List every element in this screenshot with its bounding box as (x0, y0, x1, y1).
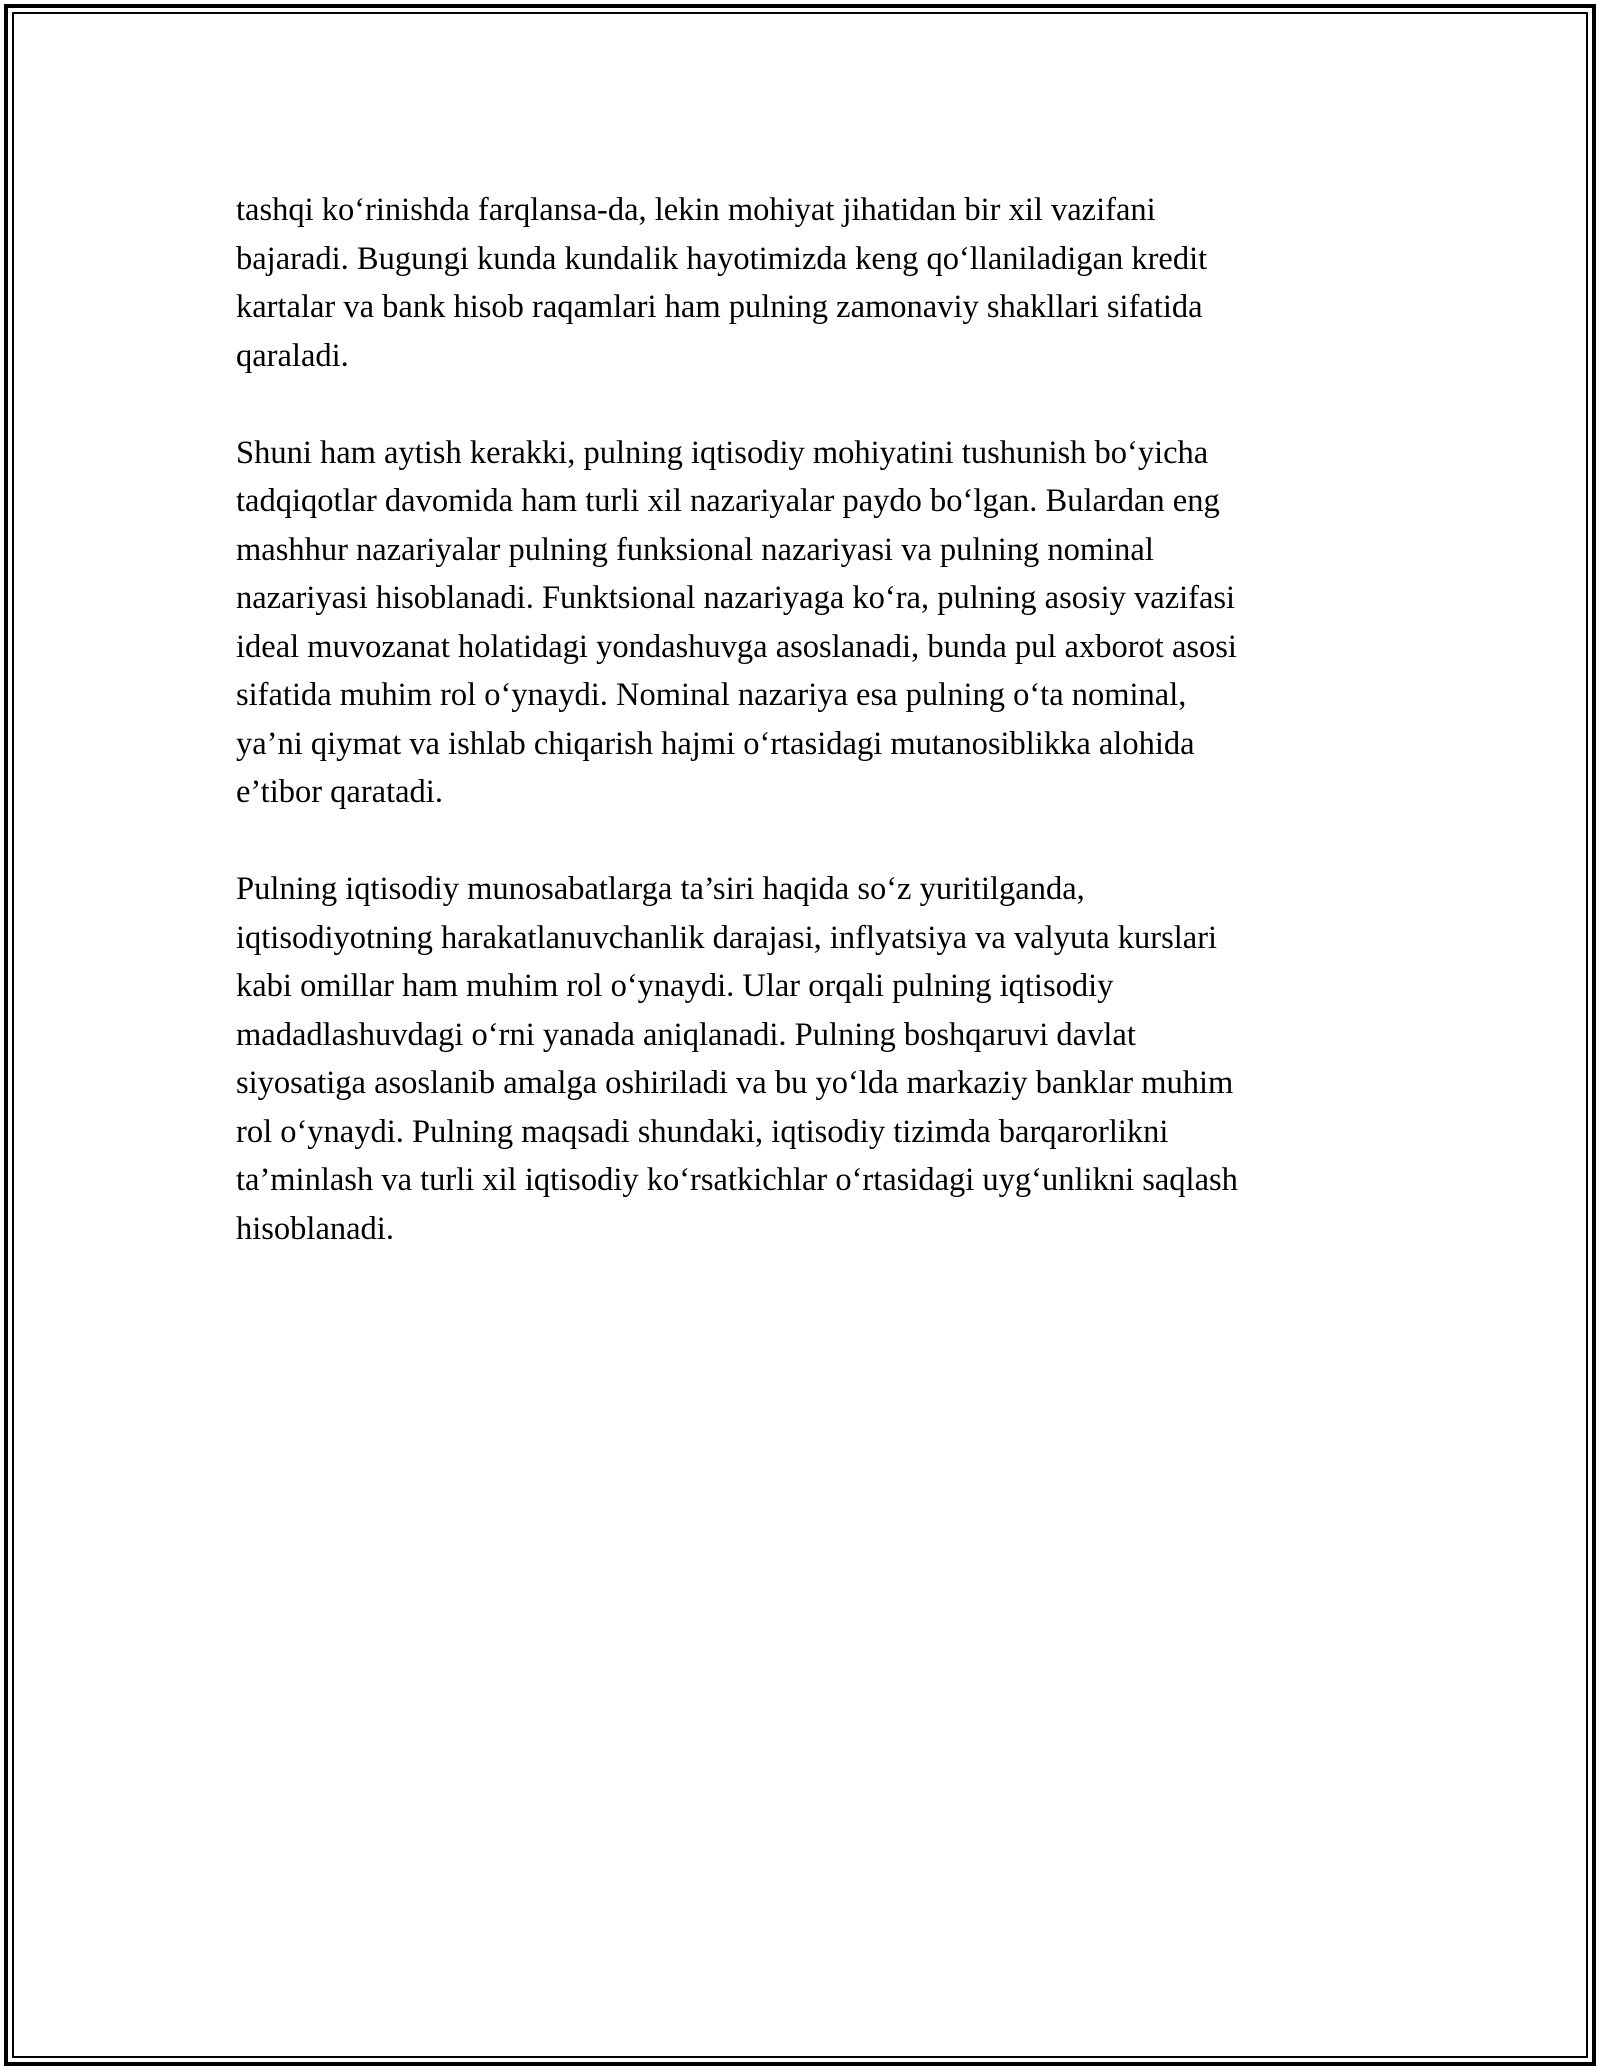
text-line: madadlashuvdagi oʻrni yanada aniqlanadi. Pulning boshqaruvi davlat (236, 1016, 1136, 1053)
text-line: e’tibor qaratadi. (236, 774, 443, 810)
text-line: hisoblanadi. (236, 1210, 394, 1247)
text-line: mashhur nazariyalar pulning funksional nazariyasi va pulning nominal (236, 531, 1154, 568)
paragraph-3 (236, 865, 1378, 1253)
text-line: ta’minlash va turli xil iqtisodiy koʻrsatkichlar oʻrtasidagi uygʻunlikni saqlash (236, 1162, 1238, 1198)
paragraph-2 (236, 429, 1378, 817)
paragraph-1 (236, 186, 1378, 380)
text-line: sifatida muhim rol oʻynaydi. Nominal nazariya esa pulning oʻta nominal, (236, 677, 1187, 713)
text-line: nazariyasi hisoblanadi. Funktsional nazariyaga koʻra, pulning asosiy vazifasi (236, 580, 1236, 616)
text-line: Shuni ham aytish kerakki, pulning iqtisodiy mohiyatini tushunish boʻyicha (236, 434, 1209, 471)
text-line: iqtisodiyotning harakatlanuvchanlik darajasi, inflyatsiya va valyuta kurslari (236, 919, 1218, 956)
text-line: Pulning iqtisodiy munosabatlarga ta’siri haqida soʻz yuritilganda, (236, 871, 1085, 907)
text-line: tadqiqotlar davomida ham turli xil nazariyalar paydo boʻlgan. Bulardan eng (236, 483, 1220, 519)
text-line: ya’ni qiymat va ishlab chiqarish hajmi oʻrtasidagi mutanosiblikka alohida (236, 725, 1195, 762)
text-line: rol oʻynaydi. Pulning maqsadi shundaki, iqtisodiy tizimda barqarorlikni (236, 1113, 1169, 1150)
text-line: bajaradi. Bugungi kunda kundalik hayotimizda keng qoʻllaniladigan kredit (236, 240, 1208, 277)
text-line: qaraladi. (236, 337, 349, 374)
document-body (236, 186, 1378, 1253)
text-line: kabi omillar ham muhim rol oʻynaydi. Ular orqali pulning iqtisodiy (236, 968, 1114, 1004)
text-line: ideal muvozanat holatidagi yondashuvga asoslanadi, bunda pul axborot asosi (236, 628, 1237, 665)
text-line: siyosatiga asoslanib amalga oshiriladi va bu yoʻlda markaziy banklar muhim (236, 1065, 1234, 1101)
text-line: kartalar va bank hisob raqamlari ham pulning zamonaviy shakllari sifatida (236, 289, 1203, 325)
text-line: tashqi koʻrinishda farqlansa-da, lekin mohiyat jihatidan bir xil vazifani (236, 192, 1156, 228)
